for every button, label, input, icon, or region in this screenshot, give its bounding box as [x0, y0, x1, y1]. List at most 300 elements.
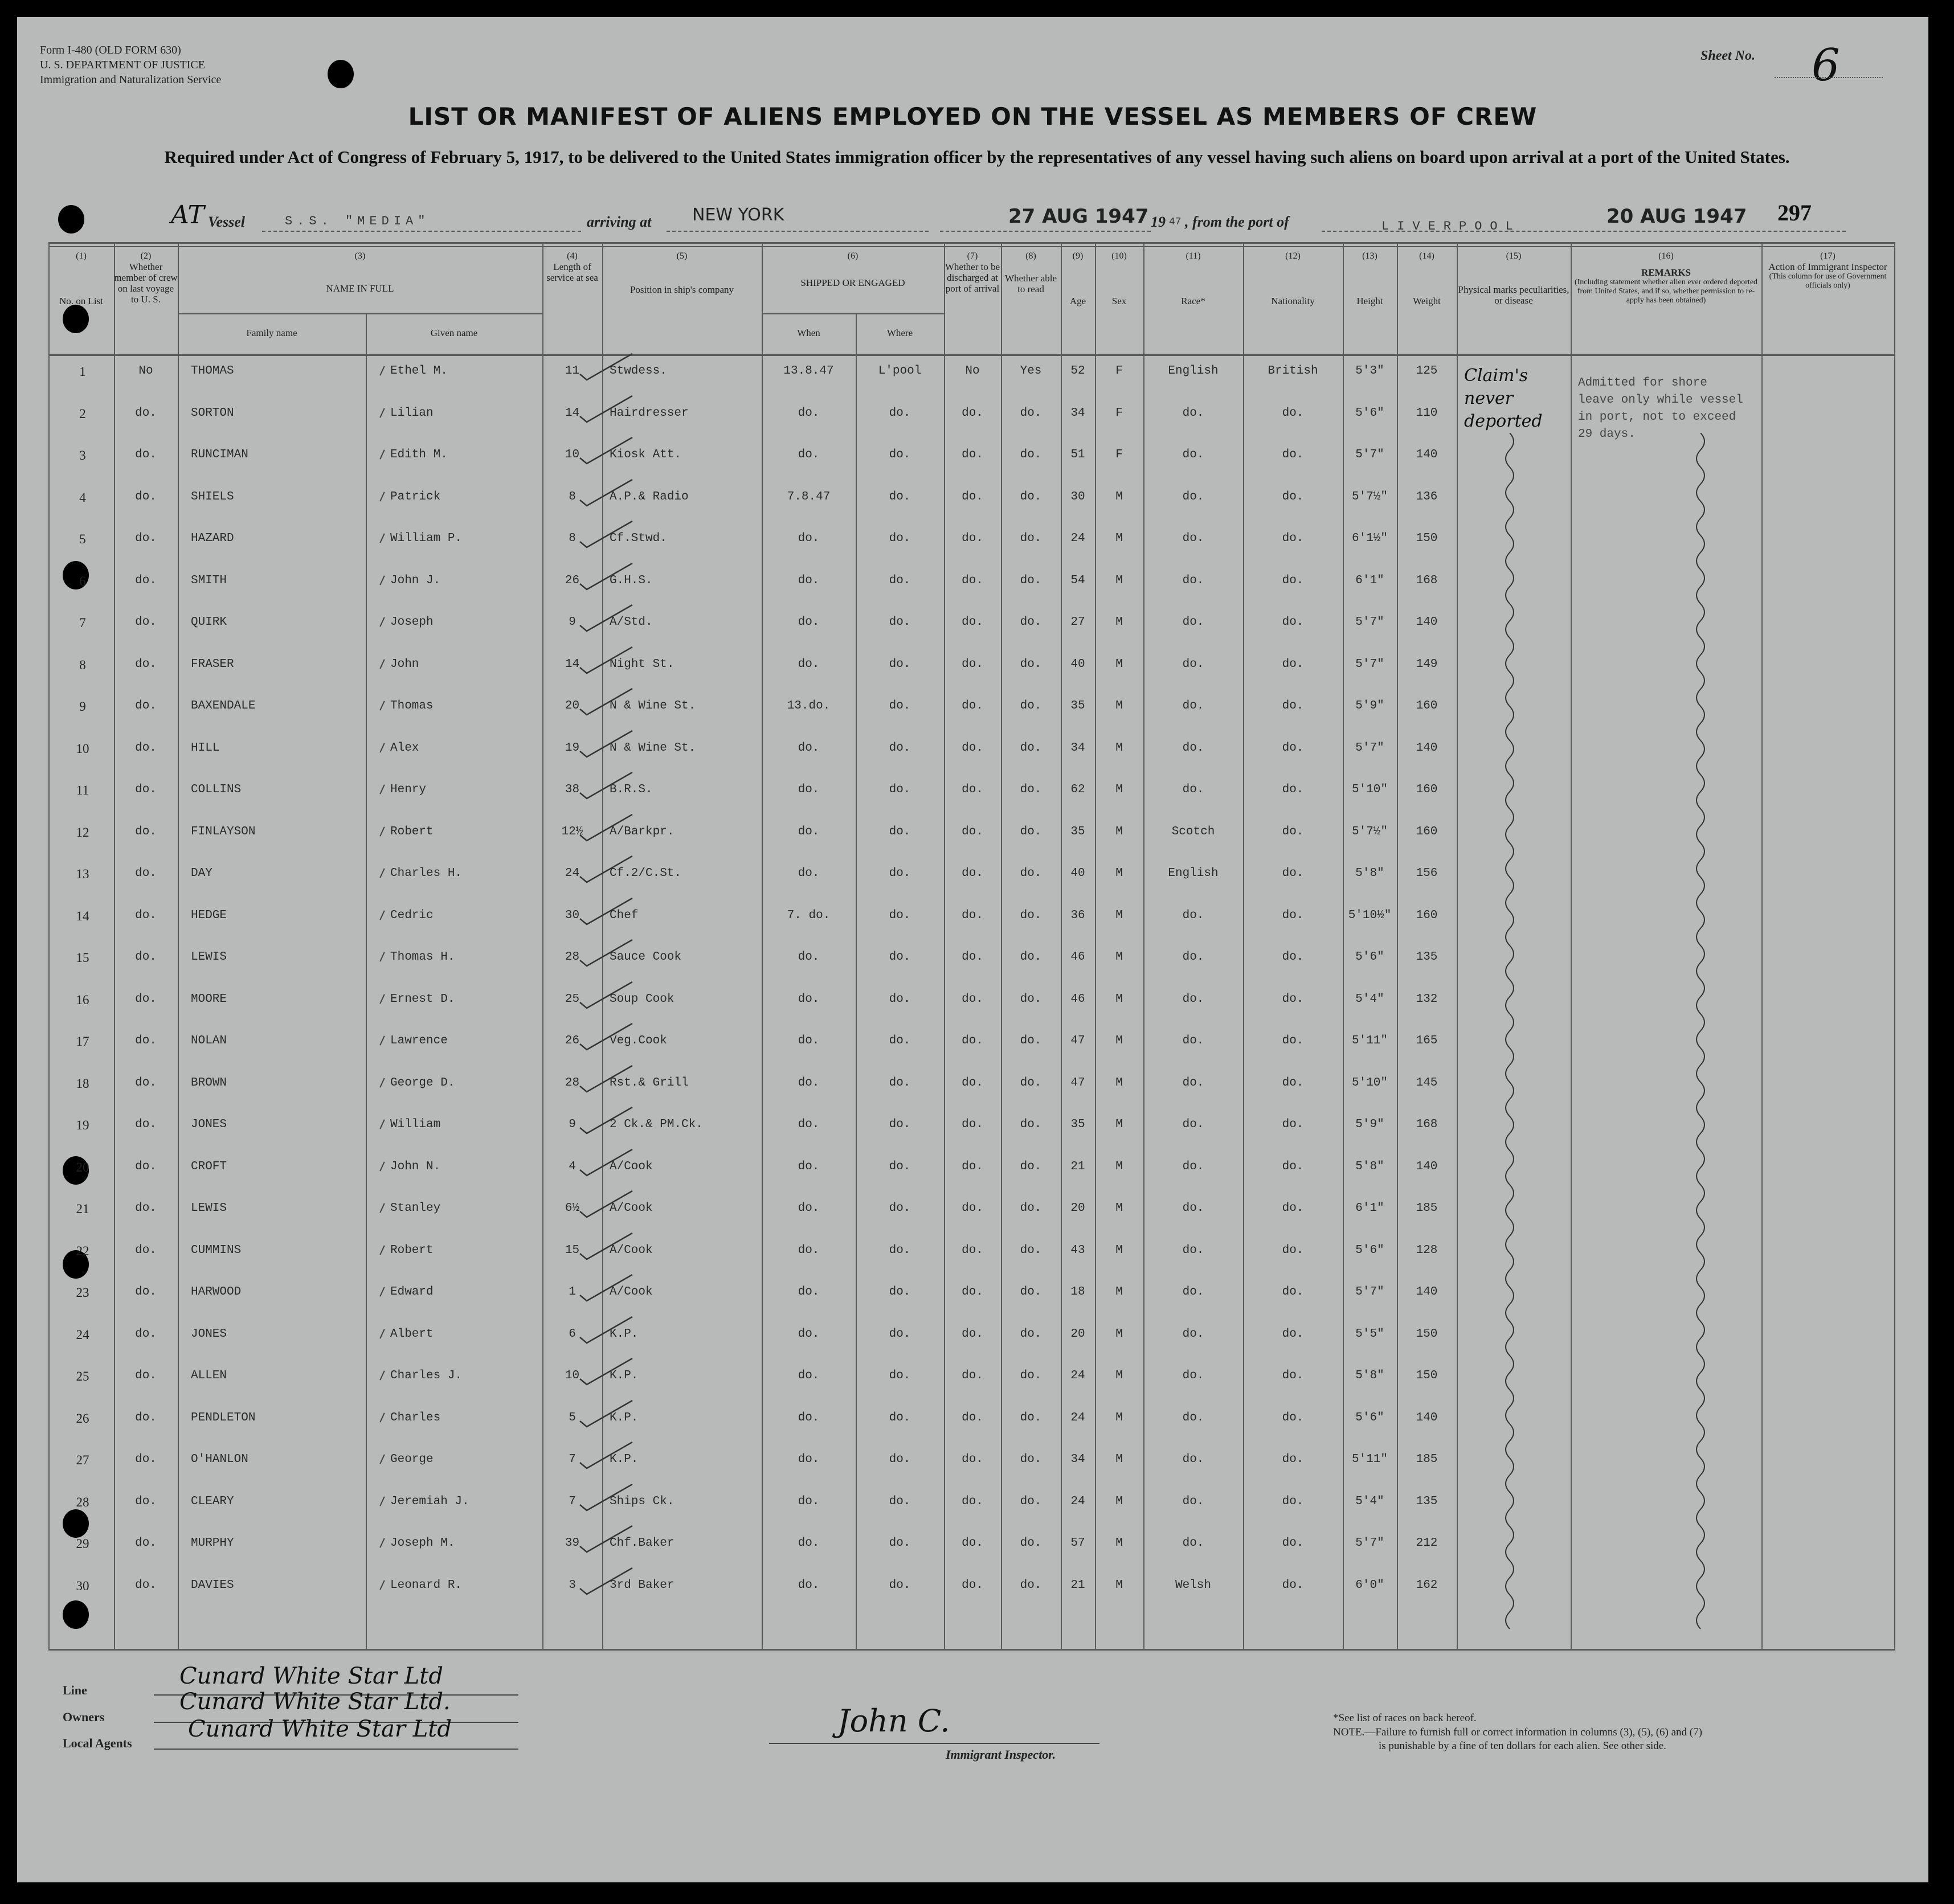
nationality: do. [1282, 699, 1304, 713]
col12-label: Nationality [1271, 296, 1315, 306]
able-to-read: do. [1020, 992, 1042, 1006]
age: 51 [1070, 448, 1085, 461]
check-mark-icon [575, 1271, 638, 1305]
age: 27 [1070, 616, 1085, 629]
sex: M [1115, 574, 1123, 587]
service-length: 9 [569, 616, 576, 629]
row-number: 29 [76, 1537, 89, 1551]
shipped-where: do. [889, 1076, 911, 1090]
able-to-read: do. [1020, 406, 1042, 420]
shipped-subheader-rule [762, 313, 944, 314]
shipped-when: do. [798, 1034, 820, 1047]
discharged: do. [962, 867, 983, 880]
shipped-where: do. [889, 1034, 911, 1047]
sex: M [1115, 867, 1123, 880]
shipped-where: do. [889, 1327, 911, 1341]
crew-last-voyage: do. [135, 448, 157, 461]
ditto-wavy-line [1689, 433, 1712, 1635]
shipped-where: do. [889, 532, 911, 545]
row-number: 20 [76, 1160, 89, 1174]
nationality: do. [1282, 1034, 1304, 1047]
sheet-number-line [1775, 77, 1883, 78]
position: Stwdess. [610, 365, 667, 378]
shipped-when: do. [798, 1285, 820, 1299]
weight: 140 [1416, 1160, 1438, 1173]
family-name: PENDLETON [191, 1411, 256, 1424]
page-number: 297 [1777, 200, 1812, 226]
crew-last-voyage: do. [135, 532, 157, 545]
col16-num: (16) [1658, 251, 1674, 261]
service-length: 26 [565, 574, 580, 587]
service-length: 24 [565, 867, 580, 880]
weight: 165 [1416, 1034, 1438, 1047]
service-length: 8 [569, 532, 576, 545]
able-to-read: do. [1020, 1369, 1042, 1382]
age: 40 [1070, 657, 1085, 671]
crew-last-voyage: do. [135, 908, 157, 922]
given-name: Albert [390, 1327, 434, 1341]
able-to-read: do. [1020, 574, 1042, 587]
sex: M [1115, 1034, 1123, 1047]
height: 6'1" [1355, 1202, 1384, 1215]
shipped-when: do. [798, 783, 820, 796]
local-agents-value: Cunard White Star Ltd [188, 1716, 452, 1742]
position: Hairdresser [610, 406, 689, 420]
nationality: do. [1282, 1327, 1304, 1341]
service-length: 7 [569, 1453, 576, 1466]
nationality: British [1268, 365, 1318, 378]
family-name: RUNCIMAN [191, 448, 248, 461]
sex: M [1115, 1076, 1123, 1090]
nationality: do. [1282, 448, 1304, 461]
row-number: 26 [76, 1411, 89, 1426]
position: N & Wine St. [610, 699, 696, 713]
col1-header [48, 251, 114, 306]
col3-label: NAME IN FULL [326, 283, 394, 294]
race: do. [1182, 1537, 1204, 1550]
position: K.P. [610, 1327, 639, 1341]
race: do. [1182, 1076, 1204, 1090]
given-name: Patrick [390, 490, 441, 503]
discharged: do. [962, 1453, 983, 1466]
given-name: John N. [390, 1160, 441, 1173]
race: do. [1182, 1285, 1204, 1299]
position: N & Wine St. [610, 741, 696, 755]
age: 34 [1070, 741, 1085, 755]
height: 5'7" [1355, 616, 1384, 629]
sex: M [1115, 1118, 1123, 1131]
tick-mark-icon [379, 701, 385, 710]
owners-value: Cunard White Star Ltd. [179, 1689, 451, 1715]
shipped-where: do. [889, 741, 911, 755]
race: do. [1182, 1411, 1204, 1424]
crew-last-voyage: do. [135, 951, 157, 964]
discharged: do. [962, 1327, 983, 1341]
shipped-when: do. [798, 1327, 820, 1341]
crew-last-voyage: do. [135, 1160, 157, 1173]
check-mark-icon [575, 1020, 638, 1054]
vessel-underline [262, 231, 581, 232]
service-length: 28 [565, 951, 580, 964]
race: do. [1182, 1118, 1204, 1131]
age: 54 [1070, 574, 1085, 587]
shipped-where: do. [889, 783, 911, 796]
shipped-when: do. [798, 532, 820, 545]
weight: 160 [1416, 908, 1438, 922]
shipped-when: 13.do. [787, 699, 831, 713]
shipped-where: do. [889, 867, 911, 880]
service-length: 10 [565, 448, 580, 461]
family-name: ALLEN [191, 1369, 227, 1382]
tick-mark-icon [379, 1580, 385, 1590]
nationality: do. [1282, 783, 1304, 796]
given-name: Leonard R. [390, 1578, 463, 1592]
race: do. [1182, 1243, 1204, 1257]
departure-date-stamp: 20 AUG 1947 [1606, 205, 1747, 228]
crew-last-voyage: do. [135, 1369, 157, 1382]
position: Sauce Cook [610, 951, 682, 964]
given-name: Thomas [390, 699, 434, 713]
race: do. [1182, 490, 1204, 503]
sex: M [1115, 908, 1123, 922]
shipped-when: do. [798, 616, 820, 629]
family-name: DAVIES [191, 1578, 234, 1592]
col8-label: Whether able to read [1004, 273, 1057, 294]
sex: F [1115, 365, 1123, 378]
ditto-wavy-line [1498, 433, 1521, 1635]
nationality: do. [1282, 406, 1304, 420]
shipped-when: do. [798, 1202, 820, 1215]
col11-label: Race* [1181, 296, 1205, 306]
given-name: Jeremiah J. [390, 1494, 469, 1508]
manifest-sheet [17, 17, 1928, 1882]
height: 5'8" [1355, 867, 1384, 880]
check-mark-icon [575, 1230, 638, 1264]
family-name: DAY [191, 867, 212, 880]
date-underline [940, 231, 1151, 232]
crew-last-voyage: do. [135, 783, 157, 796]
check-mark-icon [575, 644, 638, 678]
row-number: 10 [76, 741, 89, 756]
given-name: Stanley [390, 1202, 441, 1215]
able-to-read: do. [1020, 1411, 1042, 1424]
race: English [1168, 867, 1219, 880]
crew-last-voyage: do. [135, 1285, 157, 1299]
shipped-where: do. [889, 616, 911, 629]
race: do. [1182, 616, 1204, 629]
col10-num: (10) [1111, 251, 1127, 261]
height: 5'9" [1355, 699, 1384, 713]
service-length: 4 [569, 1160, 576, 1173]
shipped-where: L'pool [878, 365, 922, 378]
crew-last-voyage: do. [135, 657, 157, 671]
able-to-read: do. [1020, 532, 1042, 545]
sex: M [1115, 616, 1123, 629]
given-name: George [390, 1453, 434, 1466]
position: Veg.Cook [610, 1034, 667, 1047]
height: 5'8" [1355, 1160, 1384, 1173]
weight: 110 [1416, 406, 1438, 420]
age: 21 [1070, 1160, 1085, 1173]
given-name: Alex [390, 741, 419, 755]
service-length: 26 [565, 1034, 580, 1047]
column-rule [1571, 242, 1572, 1651]
age: 40 [1070, 867, 1085, 880]
age: 47 [1070, 1034, 1085, 1047]
position: Cf.Stwd. [610, 532, 667, 545]
arriving-underline [667, 231, 929, 232]
nationality: do. [1282, 1453, 1304, 1466]
given-name: Charles [390, 1411, 441, 1424]
position: Rst.& Grill [610, 1076, 689, 1090]
sex: M [1115, 1369, 1123, 1382]
check-mark-icon [575, 1313, 638, 1348]
year-prefix: 19 [1151, 214, 1166, 230]
vessel-label: Vessel [208, 214, 245, 230]
crew-last-voyage: No [138, 365, 153, 378]
weight: 150 [1416, 532, 1438, 545]
shipped-when: do. [798, 1494, 820, 1508]
tick-mark-icon [379, 1412, 385, 1422]
discharged: do. [962, 1537, 983, 1550]
service-length: 9 [569, 1118, 576, 1131]
family-name: HAZARD [191, 532, 234, 545]
shipped-where: do. [889, 1494, 911, 1508]
discharged: do. [962, 992, 983, 1006]
race: do. [1182, 406, 1204, 420]
from-port-label: , from the port of [1185, 214, 1289, 230]
nationality: do. [1282, 1411, 1304, 1424]
nationality: do. [1282, 616, 1304, 629]
form-number: Form I-480 (OLD FORM 630) [40, 44, 181, 56]
col5-header [602, 251, 762, 295]
sex: M [1115, 490, 1123, 503]
check-mark-icon [575, 978, 638, 1013]
able-to-read: do. [1020, 825, 1042, 838]
service-length: 14 [565, 657, 580, 671]
column-rule [856, 313, 857, 1651]
given-name: Ernest D. [390, 992, 455, 1006]
vessel-name: S.S. "MEDIA" [285, 214, 430, 228]
line-label: Line [63, 1683, 87, 1697]
tick-mark-icon [379, 868, 385, 878]
nationality: do. [1282, 1537, 1304, 1550]
able-to-read: do. [1020, 448, 1042, 461]
check-mark-icon [575, 1104, 638, 1138]
check-mark-icon [575, 1062, 638, 1096]
col9-header [1061, 251, 1095, 306]
col4-header [542, 251, 602, 283]
year-suffix: 47 [1169, 216, 1182, 228]
age: 34 [1070, 1453, 1085, 1466]
shipped-when: do. [798, 574, 820, 587]
sex: M [1115, 1202, 1123, 1215]
shipped-when: do. [798, 1076, 820, 1090]
given-name: Robert [390, 825, 434, 838]
discharged: do. [962, 448, 983, 461]
family-name: LEWIS [191, 951, 227, 964]
col3-num: (3) [354, 251, 366, 261]
age: 30 [1070, 490, 1085, 503]
table-top-rule [48, 242, 1894, 244]
nationality: do. [1282, 1494, 1304, 1508]
able-to-read: do. [1020, 699, 1042, 713]
service-length: 6 [569, 1327, 576, 1341]
form-identifier [40, 43, 221, 87]
race: do. [1182, 1369, 1204, 1382]
shipped-when: do. [798, 867, 820, 880]
service-length: 14 [565, 406, 580, 420]
col12-header [1243, 251, 1343, 306]
col15-header [1457, 251, 1571, 306]
tick-mark-icon [379, 617, 385, 627]
race: do. [1182, 783, 1204, 796]
crew-last-voyage: do. [135, 616, 157, 629]
column-rule [366, 313, 367, 1651]
sex: M [1115, 1537, 1123, 1550]
position: Night St. [610, 657, 675, 671]
position: Chef [610, 908, 639, 922]
service-length: 1 [569, 1285, 576, 1299]
height: 5'11" [1351, 1453, 1388, 1466]
discharged: do. [962, 616, 983, 629]
weight: 132 [1416, 992, 1438, 1006]
able-to-read: do. [1020, 1453, 1042, 1466]
crew-last-voyage: do. [135, 699, 157, 713]
arrival-date-stamp: 27 AUG 1947 [1008, 205, 1149, 228]
position: G.H.S. [610, 574, 653, 587]
given-name: Henry [390, 783, 427, 796]
able-to-read: do. [1020, 1578, 1042, 1592]
arriving-label: arriving at [587, 214, 652, 230]
tick-mark-icon [379, 533, 385, 543]
punch-hole [63, 1509, 89, 1538]
race: do. [1182, 1494, 1204, 1508]
able-to-read: do. [1020, 490, 1042, 503]
nationality: do. [1282, 1285, 1304, 1299]
height: 5'8" [1355, 1369, 1384, 1382]
tick-mark-icon [379, 1161, 385, 1171]
shipped-where: do. [889, 406, 911, 420]
tick-mark-icon [379, 1119, 385, 1129]
given-name: Edith M. [390, 448, 448, 461]
row-number: 5 [79, 532, 86, 546]
tick-mark-icon [379, 366, 385, 375]
able-to-read: do. [1020, 867, 1042, 880]
row-number: 14 [76, 908, 89, 923]
crew-last-voyage: do. [135, 1411, 157, 1424]
shipped-where: do. [889, 825, 911, 838]
col1-num: (1) [76, 251, 87, 261]
col17-num: (17) [1820, 251, 1836, 261]
crew-last-voyage: do. [135, 867, 157, 880]
age: 35 [1070, 699, 1085, 713]
service-length: 7 [569, 1494, 576, 1508]
position: 3rd Baker [610, 1578, 675, 1592]
position: A.P.& Radio [610, 490, 689, 503]
col3-header [178, 251, 542, 294]
shipped-where: do. [889, 1202, 911, 1215]
shipped-where: do. [889, 992, 911, 1006]
shipped-where: do. [889, 908, 911, 922]
crew-last-voyage: do. [135, 406, 157, 420]
check-mark-icon [575, 1146, 638, 1180]
races-note: *See list of races on back hereof. [1333, 1712, 1477, 1724]
race: do. [1182, 657, 1204, 671]
discharged: do. [962, 1034, 983, 1047]
age: 20 [1070, 1202, 1085, 1215]
able-to-read: do. [1020, 657, 1042, 671]
check-mark-icon [575, 769, 638, 803]
inspector-signature: John C. [837, 1703, 950, 1739]
service-length: 12½ [561, 825, 583, 838]
column-rule [48, 242, 50, 1651]
col11-header [1143, 251, 1243, 306]
shipped-where: do. [889, 699, 911, 713]
weight: 185 [1416, 1202, 1438, 1215]
age: 24 [1070, 1494, 1085, 1508]
col2-header [114, 251, 178, 305]
height: 5'7½" [1351, 490, 1388, 503]
sex: M [1115, 783, 1123, 796]
discharged: do. [962, 1369, 983, 1382]
service-length: 15 [565, 1243, 580, 1257]
signature-line [769, 1743, 1099, 1744]
shipped-when: do. [798, 1537, 820, 1550]
weight: 168 [1416, 574, 1438, 587]
age: 20 [1070, 1327, 1085, 1341]
discharged: do. [962, 825, 983, 838]
nationality: do. [1282, 1076, 1304, 1090]
row-number: 28 [76, 1494, 89, 1509]
family-name: HILL [191, 741, 220, 755]
name-subheader-rule [178, 313, 542, 314]
given-name: Lawrence [390, 1034, 448, 1047]
col8-num: (8) [1025, 251, 1036, 261]
from-port: LIVERPOOL [1381, 219, 1521, 234]
shipped-when: do. [798, 1411, 820, 1424]
row-number: 22 [76, 1243, 89, 1258]
age: 24 [1070, 1369, 1085, 1382]
check-mark-icon [575, 853, 638, 887]
able-to-read: do. [1020, 1537, 1042, 1550]
family-name: FRASER [191, 657, 234, 671]
nationality: do. [1282, 951, 1304, 964]
able-to-read: do. [1020, 1202, 1042, 1215]
row-number: 13 [76, 867, 89, 881]
position: A/Barkpr. [610, 825, 675, 838]
age: 34 [1070, 406, 1085, 420]
shipped-where: do. [889, 1537, 911, 1550]
col8-header [1001, 251, 1061, 294]
sex: M [1115, 1160, 1123, 1173]
race: do. [1182, 741, 1204, 755]
height: 5'10½" [1348, 908, 1392, 922]
given-name: William P. [390, 532, 463, 545]
sex: F [1115, 448, 1123, 461]
shore-leave-remark: Admitted for shore leave only while vessel in port, not to exceed 29 days. [1578, 376, 1743, 441]
able-to-read: do. [1020, 1285, 1042, 1299]
race: do. [1182, 532, 1204, 545]
nationality: do. [1282, 574, 1304, 587]
owners-label: Owners [63, 1710, 105, 1724]
height: 5'7" [1355, 741, 1384, 755]
check-mark-icon [575, 1355, 638, 1389]
check-mark-icon [575, 895, 638, 929]
crew-last-voyage: do. [135, 741, 157, 755]
weight: 125 [1416, 365, 1438, 378]
family-name: COLLINS [191, 783, 242, 796]
